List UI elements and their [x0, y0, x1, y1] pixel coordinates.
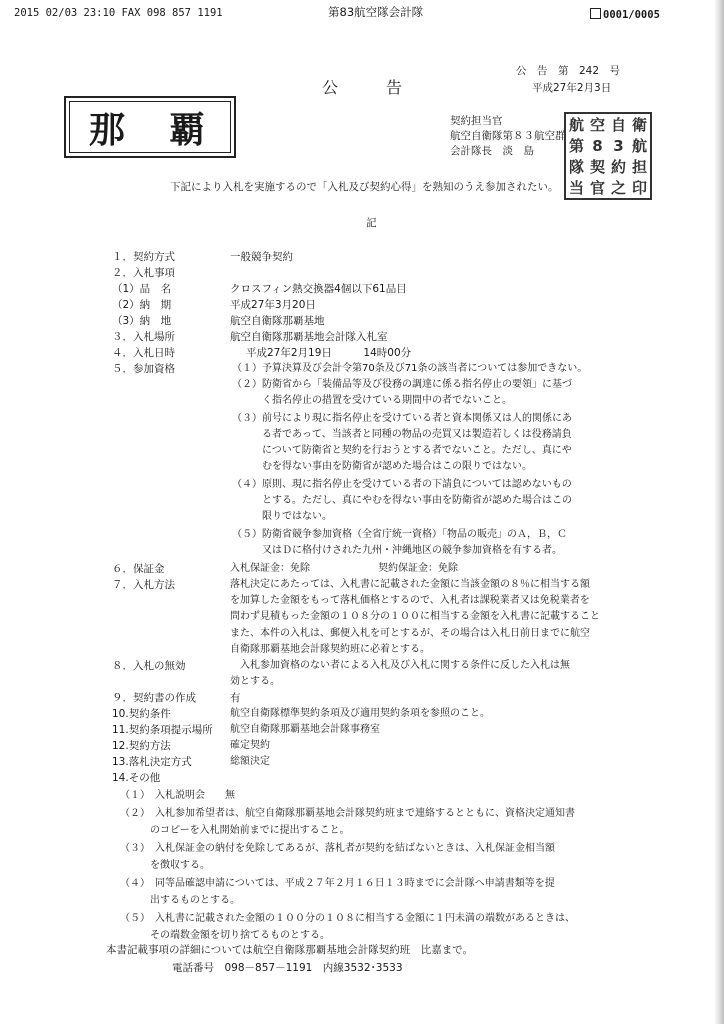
- item-14-line: その端数金額を切り捨てるものとする。: [120, 930, 330, 941]
- item-6-value-bid: 入札保証金：免除: [230, 563, 310, 574]
- item-14-line: （４） 同等品確認申請については、平成２７年２月１６日１３時までに会計隊へ申請書類等を提: [120, 878, 555, 889]
- item-1-label: １．契約方式: [112, 251, 175, 263]
- item-6-value-contract: 契約保証金：免除: [378, 563, 458, 574]
- item-14-line: （３） 入札保証金の納付を免除してあるが、落札者が契約を結ばないときは、入札保証金相当額: [120, 843, 555, 854]
- fax-sender: 第83航空隊会計隊: [328, 5, 424, 19]
- item-8-label: ８．入札の無効: [112, 660, 186, 672]
- item-5-line: 又はＤに格付けされた九州・沖縄地区の競争参加資格を有する者。: [232, 545, 562, 556]
- footer-phone: 電話番号 098－857－1191 内線3532･3533: [172, 962, 403, 974]
- notice-title: 公 告: [322, 78, 403, 97]
- item-7-line: また、本件の入札は、郵便入札を可とするが、その場合は入札日前日までに航空: [230, 628, 590, 639]
- item-5-label: ５．参加資格: [112, 363, 175, 375]
- item-9-value: 有: [230, 692, 241, 704]
- item-3-value: 航空自衛隊那覇基地会計隊入札室: [230, 331, 388, 343]
- fax-header-line: 2015 02/03 23:10 FAX 098 857 1191: [14, 7, 223, 19]
- item-14-line: を徴収する。: [120, 860, 210, 871]
- item-7-line: 自衛隊那覇基地会計隊契約班に必着とする。: [230, 644, 430, 655]
- item-11-value: 航空自衛隊那覇基地会計隊事務室: [230, 724, 380, 735]
- item-3-label: ３．入札場所: [112, 331, 175, 343]
- item-4-label: ４．入札日時: [112, 347, 175, 359]
- item-2a-value: クロスフィン熱交換器4個以下61品目: [230, 283, 407, 295]
- item-11-label: 11.契約条項提示場所: [112, 724, 213, 736]
- item-13-label: 13.落札決定方式: [112, 756, 192, 768]
- location-stamp: [64, 96, 236, 158]
- item-10-value: 航空自衛隊標準契約条項及び適用契約条項を参照のこと。: [230, 708, 490, 719]
- scan-edge-shadow: [714, 0, 724, 1024]
- item-9-label: ９．契約書の作成: [112, 692, 196, 704]
- item-14-line: （１） 入札説明会 無: [120, 790, 235, 801]
- item-5-line: る者であって、当該者と同種の物品の売買又は製造若しくは役務請負: [232, 429, 572, 440]
- item-5-line: とする。ただし、真にやむを得ない事由を防衛省が認めた場合はこの: [232, 495, 572, 506]
- contract-officer-name: 会計隊長 淡 島: [450, 145, 534, 157]
- item-13-value: 総額決定: [230, 756, 270, 767]
- item-5-line: （１）予算決算及び会計令第70条及び71条の該当者については参加できない。: [232, 363, 588, 374]
- item-2-label: ２．入札事項: [112, 267, 175, 279]
- item-5-line: （３）前号により現に指名停止を受けている者と資本関係又は人的関係にあ: [232, 413, 572, 424]
- item-14-line: 出するものとする。: [120, 895, 240, 906]
- item-1-value: 一般競争契約: [230, 251, 293, 263]
- item-14-label: 14.その他: [112, 772, 161, 784]
- item-2c-value: 航空自衛隊那覇基地: [230, 315, 325, 327]
- item-7-line: 問わず見積もった金額の１０８分の１００に相当する金額を入札書に記載すること: [230, 611, 600, 622]
- item-7-line: 落札決定にあたっては、入札書に記載された金額に当該金額の８％に相当する額: [230, 579, 590, 590]
- item-14-line: のコピーを入札開始前までに提出すること。: [120, 825, 350, 836]
- item-4-value: 平成27年2月19日 14時00分: [246, 347, 412, 359]
- item-6-label: ６．保証金: [112, 563, 165, 575]
- item-8-line: 入札参加資格のない者による入札及び入札に関する条件に反した入札は無: [240, 660, 570, 671]
- official-seal: 航 空 自 衛 第 8 3 航 隊 契 約 担 当 官 之 印: [564, 112, 652, 200]
- fax-page-icon: [590, 8, 601, 19]
- item-2a-label: （1）品 名: [112, 283, 172, 295]
- stamp-char-2: 覇: [168, 109, 211, 151]
- item-5-line: むを得ない事由を防衛省が認めた場合はこの限りではない。: [232, 461, 532, 472]
- item-12-label: 12.契約方法: [112, 740, 171, 752]
- item-2c-label: （3）納 地: [112, 315, 172, 327]
- item-7-line: を加算した金額をもって落札価格とするので、入札者は課税業者又は免税業者を: [230, 595, 590, 606]
- item-5-line: （４）原則、現に指名停止を受けている者の下請負については認めないもの: [232, 479, 572, 490]
- item-10-label: 10.契約条件: [112, 708, 171, 720]
- item-7-label: ７．入札方法: [112, 579, 175, 591]
- item-5-line: について防衛省と契約を行おうとする者でないこと。ただし、真にや: [232, 445, 572, 456]
- notice-number: 公 告 第 242 号: [516, 65, 621, 77]
- item-5-line: （５）防衛省競争参加資格（全省庁統一資格）「物品の販売」のＡ，Ｂ，Ｃ: [232, 529, 567, 540]
- footer-contact-note: 本書記載事項の詳細については航空自衛隊那覇基地会計隊契約班 比嘉まで。: [106, 944, 474, 956]
- notice-intro: 下記により入札を実施するので「入札及び契約心得」を熟知のうえ参加されたい。: [170, 181, 559, 193]
- item-5-line: 限りではない。: [232, 511, 332, 522]
- notice-date: 平成27年2月3日: [532, 82, 612, 94]
- item-12-value: 確定契約: [230, 740, 270, 751]
- item-14-line: （２） 入札参加希望者は、航空自衛隊那覇基地会計隊契約班まで連絡するとともに、資格決定通知書: [120, 808, 575, 819]
- contract-officer-title: 契約担当官: [450, 115, 503, 127]
- notice-ki: 記: [366, 217, 377, 229]
- fax-page-number: 0001/0005: [590, 8, 660, 21]
- item-8-line: 効とする。: [230, 676, 280, 687]
- item-14-line: （５） 入札書に記載された金額の１００分の１０８に相当する金額に１円未満の端数があるときは、: [120, 913, 575, 924]
- item-5-line: く指名停止の措置を受けている期間中の者でないこと。: [232, 395, 512, 406]
- item-2b-label: （2）納 期: [112, 299, 172, 311]
- item-2b-value: 平成27年3月20日: [230, 299, 316, 311]
- item-5-line: （２）防衛省から「装備品等及び役務の調達に係る指名停止の要領」に基づ: [232, 379, 572, 390]
- stamp-char-1: 那: [88, 109, 131, 151]
- contract-officer-unit: 航空自衛隊第８３航空群: [450, 130, 566, 142]
